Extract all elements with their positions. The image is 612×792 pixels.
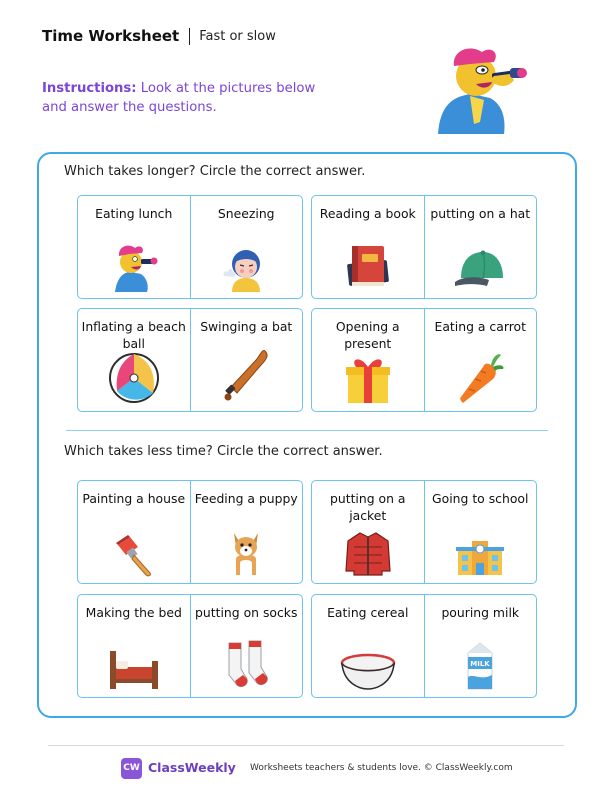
footer-tagline: Worksheets teachers & students love. © ClassWeekly.com — [250, 763, 513, 773]
answer-option[interactable] — [312, 481, 424, 583]
answer-option[interactable] — [312, 595, 424, 697]
answer-option[interactable] — [78, 481, 190, 583]
book-icon — [342, 242, 394, 292]
gift-icon — [342, 353, 394, 405]
answer-option[interactable] — [78, 595, 190, 697]
page-subtitle: Fast or slow — [199, 28, 276, 44]
question-longer: Which takes longer? Circle the correct answer. — [64, 164, 366, 179]
answer-option[interactable] — [312, 196, 424, 298]
answer-box — [77, 195, 303, 299]
eating-person-illustration — [430, 44, 534, 134]
option-label: Inflating a beach ball — [81, 319, 186, 351]
option-label: Reading a book — [319, 206, 416, 221]
option-label: putting on socks — [195, 605, 298, 620]
option-label: Making the bed — [85, 605, 182, 620]
cap-icon — [453, 248, 507, 292]
answer-option[interactable] — [78, 196, 190, 298]
instructions-lead: Instructions: — [42, 81, 137, 96]
worksheet-header — [42, 27, 276, 45]
answer-option[interactable] — [424, 595, 537, 697]
jacket-icon — [344, 531, 392, 577]
option-label: pouring milk — [441, 605, 520, 620]
answer-option[interactable] — [424, 481, 537, 583]
answer-box — [311, 308, 537, 412]
option-label: Painting a house — [82, 491, 186, 506]
socks-icon — [221, 639, 271, 691]
answer-box — [311, 594, 537, 698]
option-label: Swinging a bat — [200, 319, 293, 334]
option-label: putting on a hat — [430, 206, 531, 221]
instructions-text: Look at the pictures below and answer the questions. — [42, 81, 316, 115]
carrot-icon — [455, 351, 505, 405]
answer-option[interactable] — [424, 196, 537, 298]
classweekly-logo-icon: CW — [121, 758, 142, 779]
milk-carton-icon — [460, 639, 500, 691]
option-label: Opening a present — [335, 319, 400, 351]
option-label: Going to school — [432, 491, 529, 506]
answer-option[interactable] — [190, 595, 303, 697]
answer-box — [77, 308, 303, 412]
section-divider — [66, 430, 548, 431]
beach-ball-icon — [107, 351, 161, 405]
answer-option[interactable] — [424, 309, 537, 411]
eating-person-icon — [109, 242, 159, 292]
instructions — [42, 79, 342, 117]
page-title: Time Worksheet — [42, 27, 180, 45]
option-label: Eating cereal — [327, 605, 409, 620]
bed-icon — [108, 647, 160, 691]
brand-name: ClassWeekly — [148, 760, 236, 775]
answer-option[interactable] — [78, 309, 190, 411]
footer — [0, 758, 612, 780]
puppy-icon — [226, 529, 266, 577]
answer-box — [77, 480, 303, 584]
option-label: putting on a jacket — [330, 491, 406, 523]
option-label: Eating lunch — [95, 206, 173, 221]
title-divider — [189, 28, 190, 45]
bowl-icon — [339, 651, 397, 691]
footer-divider — [48, 745, 564, 746]
answer-box — [311, 480, 537, 584]
milk-label: MILK — [470, 660, 490, 668]
option-label: Sneezing — [217, 206, 275, 221]
answer-option[interactable] — [312, 309, 424, 411]
answer-option[interactable] — [190, 481, 303, 583]
baseball-bat-icon — [221, 347, 271, 405]
paint-brush-icon — [112, 533, 156, 577]
answer-box — [311, 195, 537, 299]
option-label: Feeding a puppy — [194, 491, 298, 506]
answer-option[interactable] — [190, 196, 303, 298]
option-label: Eating a carrot — [434, 319, 526, 334]
answer-box — [77, 594, 303, 698]
sneezing-girl-icon — [220, 240, 272, 292]
answer-option[interactable] — [190, 309, 303, 411]
question-less-time: Which takes less time? Circle the correct answer. — [64, 444, 383, 459]
school-icon — [454, 537, 506, 577]
